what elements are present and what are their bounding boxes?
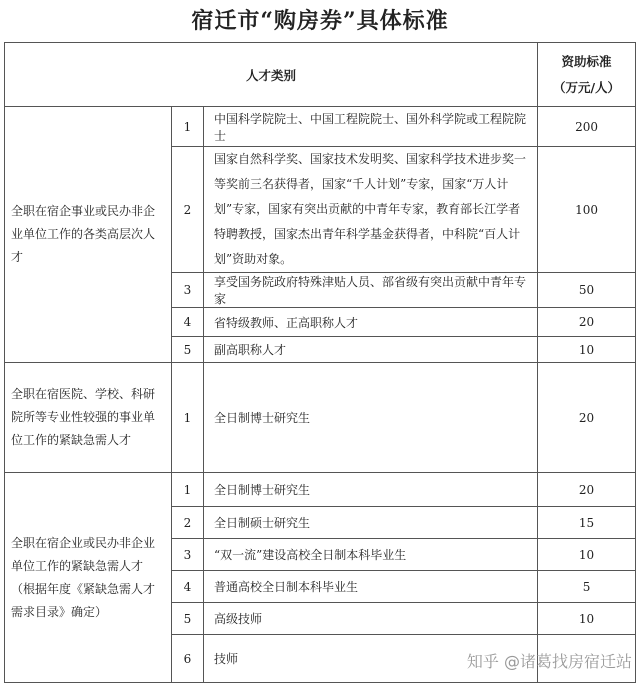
row-number: 6 [172,635,204,683]
row-amount: 50 [538,273,636,308]
row-amount: 100 [538,147,636,273]
row-description: 普通高校全日制本科毕业生 [204,571,538,603]
row-number: 4 [172,308,204,337]
row-description: 全日制博士研究生 [204,363,538,473]
row-amount: 20 [538,363,636,473]
row-description: 技师 [204,635,538,683]
row-amount: 10 [538,539,636,571]
row-description: “双一流”建设高校全日制本科毕业生 [204,539,538,571]
header-standard-line2: （万元/人） [552,79,621,95]
row-number: 3 [172,539,204,571]
row-amount: 200 [538,107,636,147]
row-amount: 20 [538,308,636,337]
table-row [5,473,636,507]
category-cell: 全职在宿企事业或民办非企业单位工作的各类高层次人才 [5,107,172,363]
table-row [5,363,636,473]
header-category: 人才类别 [5,43,538,107]
row-number: 3 [172,273,204,308]
table-row [5,107,636,147]
row-amount: 20 [538,473,636,507]
row-description: 享受国务院政府特殊津贴人员、部省级有突出贡献中青年专家 [204,273,538,308]
row-number: 5 [172,337,204,363]
row-number: 1 [172,363,204,473]
header-standard [538,43,636,107]
table-header-row [5,43,636,107]
row-number: 1 [172,107,204,147]
header-standard-line1: 资助标准 [561,53,612,69]
row-number: 5 [172,603,204,635]
document-title: 宿迁市“购房券”具体标准 [191,8,449,34]
row-number: 1 [172,473,204,507]
row-amount: 10 [538,337,636,363]
row-amount: 10 [538,603,636,635]
row-description: 副高职称人才 [204,337,538,363]
category-cell: 全职在宿医院、学校、科研院所等专业性较强的事业单位工作的紧缺急需人才 [5,363,172,473]
row-description: 全日制硕士研究生 [204,507,538,539]
watermark: 知乎 @诸葛找房宿迁站 [466,652,632,671]
row-number: 2 [172,507,204,539]
row-description: 中国科学院院士、中国工程院院士、国外科学院或工程院院士 [204,107,538,147]
row-description: 国家自然科学奖、国家技术发明奖、国家科学技术进步奖一等奖前三名获得者，国家“千人计划”专家，国家“万人计划”专家，国家有突出贡献的中青年专家，教育部长江学者特聘教授，国家杰出青年科学基金获得者，中科院“百人计划”资助对象。 [204,147,538,273]
row-description: 省特级教师、正高职称人才 [204,308,538,337]
category-cell: 全职在宿企业或民办非企业单位工作的紧缺急需人才（根据年度《紧缺急需人才需求目录》确定） [5,473,172,683]
row-number: 2 [172,147,204,273]
row-description: 全日制博士研究生 [204,473,538,507]
subsidy-standards-table [4,42,636,683]
row-description: 高级技师 [204,603,538,635]
row-amount: 5 [538,571,636,603]
row-amount: 15 [538,507,636,539]
row-number: 4 [172,571,204,603]
